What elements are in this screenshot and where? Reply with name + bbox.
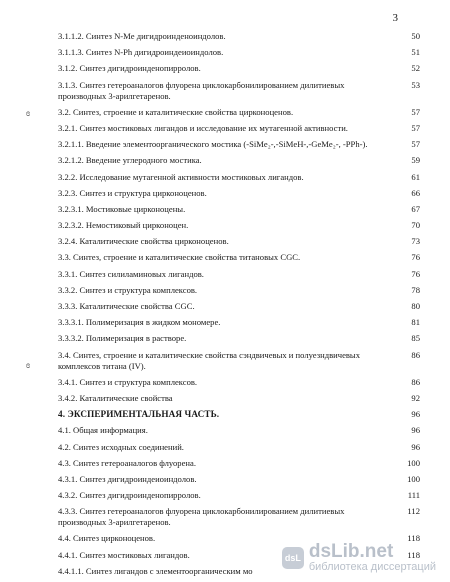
toc-entry-page: 67 [411, 203, 420, 214]
toc-entry-title: 3.3. Синтез, строение и каталитические свойства титановых CGC. [58, 252, 301, 263]
toc-entry [58, 333, 420, 344]
toc-entry-page: 51 [411, 47, 420, 58]
toc-entry [58, 285, 420, 296]
toc-entry-page: 85 [411, 333, 420, 344]
toc-entry-title: 4.3. Синтез гетероаналогов флуорена. [58, 457, 196, 468]
toc-entry-page: 50 [411, 31, 420, 41]
toc-entry-title: 4.3.2. Синтез дигидроинденопирролов. [58, 490, 201, 501]
watermark-logo-icon: dsL [282, 547, 304, 569]
toc-entry-title: 3.2.2. Исследование мутагенной активности мостиковых лигандов. [58, 171, 304, 182]
toc-entry-page: 76 [411, 252, 420, 263]
toc-entry-title: 3.3.3.2. Полимеризация в растворе. [58, 333, 187, 344]
toc-entry-page: 100 [407, 457, 420, 468]
toc-entry-title: 3.2.3. Синтез и структура цирконоценов. [58, 187, 207, 198]
toc-entry-page: 70 [411, 220, 420, 231]
toc-entry-title: 3.2. Синтез, строение и каталитические свойства цирконоценов. [58, 106, 294, 117]
toc-entry [58, 63, 420, 74]
toc-entry [58, 409, 420, 420]
toc-entry-title: 3.4.2. Каталитические свойства [58, 392, 173, 403]
toc-entry-title: 3.3.1. Синтез силиламиновых лигандов. [58, 268, 204, 279]
toc-entry-title: 4.4.1.1. Синтез лигандов с элементоорганическим мо [58, 565, 253, 576]
toc-entry-title: 4.4.1. Синтез мостиковых лигандов. [58, 549, 190, 560]
toc-entry-title: 3.4.1. Синтез и структура комплексов. [58, 376, 198, 387]
toc-entry [58, 252, 420, 263]
toc-entry-title: 3.2.1. Синтез мостиковых лигандов и исследование их мутагенной активности. [58, 122, 348, 133]
toc-entry-page: 52 [411, 63, 420, 74]
toc-entry-title: 3.3.3.1. Полимеризация в жидком мономере. [58, 317, 221, 328]
toc-entry [58, 204, 420, 215]
toc-entry [58, 506, 420, 528]
toc-entry-title: 3.2.3.1. Мостиковые цирконоцены. [58, 203, 186, 214]
toc-entry-title: 3.3.3. Каталитические свойства CGC. [58, 301, 195, 311]
toc-entry [58, 107, 420, 118]
toc-entry-title: 4.2. Синтез исходных соединений. [58, 441, 184, 452]
page-number: 3 [392, 12, 398, 24]
toc-entry-page: 57 [411, 106, 420, 117]
toc-entry [58, 123, 420, 134]
toc-entry [58, 393, 420, 404]
toc-entry [58, 139, 420, 150]
toc-entry-page: 61 [411, 171, 420, 182]
toc-entry-page: 118 [407, 533, 420, 544]
toc-entry [58, 350, 420, 372]
toc-entry [58, 80, 420, 102]
toc-entry-page: 100 [407, 473, 420, 484]
toc-entry [58, 47, 420, 58]
table-of-contents [58, 31, 420, 582]
margin-mark: ɞ [26, 360, 30, 370]
toc-entry [58, 490, 420, 501]
watermark-subtitle: библиотека диссертаций [308, 561, 436, 573]
toc-entry-title: 4.3.3. Синтез гетероаналогов флуорена циклокарбонилированием дилитиевых производных 3-арилгетаренов. [58, 506, 345, 528]
toc-entry [58, 236, 420, 247]
toc-entry-page: 73 [411, 236, 420, 247]
toc-entry [58, 31, 420, 42]
toc-entry-title: 4.4. Синтез цирконоценов. [58, 533, 156, 544]
toc-entry-title: 3.2.4. Каталитические свойства цирконоценов. [58, 236, 229, 247]
toc-entry [58, 442, 420, 453]
toc-entry-title: 3.1.2. Синтез дигидроинденопирролов. [58, 63, 201, 74]
toc-entry-title: 3.1.3. Синтез гетероаналогов флуорена циклокарбонилированием дилитиевых производных 3-арилгетаренов. [58, 79, 345, 101]
toc-entry-page: 81 [411, 317, 420, 328]
toc-entry-title: 3.2.3.2. Немостиковый цирконоцен. [58, 220, 189, 231]
toc-entry [58, 474, 420, 485]
toc-entry-title: 4.3.1. Синтез дигидроиндеиоиндолов. [58, 473, 197, 484]
toc-entry-title: 3.1.1.3. Синтез N-Ph дигидроиндеиоиндолов. [58, 47, 224, 58]
toc-entry-page: 66 [411, 187, 420, 198]
toc-entry-title: 3.4. Синтез, строение и каталитические свойства сэндвичевых и полуезндвичевых комплексов титана (IV). [58, 349, 361, 371]
toc-entry [58, 155, 420, 166]
toc-entry-page: 78 [411, 284, 420, 295]
toc-entry-page: 80 [411, 301, 420, 311]
toc-entry-page: 53 [411, 79, 420, 90]
toc-entry [58, 425, 420, 436]
watermark-brand: dsLib.net [308, 541, 394, 562]
toc-entry-title: 4.1. Общая информация. [58, 425, 148, 436]
toc-entry-title: 3.3.2. Синтез и структура комплексов. [58, 284, 198, 295]
toc-entry [58, 377, 420, 388]
toc-entry-page: 96 [411, 409, 420, 420]
toc-entry-page: 86 [411, 376, 420, 387]
toc-entry-page: 92 [411, 392, 420, 403]
watermark [282, 542, 436, 573]
toc-entry-page: 111 [407, 490, 420, 501]
margin-mark: ɞ [26, 108, 30, 118]
toc-entry-title: 3.2.1.1. Введение элементоорганического мостика (-SiMe₂-,-SiMeH-,-GeMe₂-, -PPh-). [58, 139, 368, 150]
toc-entry-title: 3.2.1.2. Введение углеродного мостика. [58, 155, 202, 166]
toc-entry-page: 57 [411, 139, 420, 150]
toc-entry-title: 4. ЭКСПЕРИМЕНТАЛЬНАЯ ЧАСТЬ. [58, 409, 220, 420]
toc-entry [58, 172, 420, 183]
toc-entry [58, 301, 420, 312]
toc-entry-page: 96 [411, 425, 420, 436]
toc-entry [58, 458, 420, 469]
toc-entry-page: 86 [411, 349, 420, 360]
toc-entry [58, 317, 420, 328]
toc-entry-page: 76 [411, 268, 420, 279]
toc-entry [58, 188, 420, 199]
toc-entry-title: 3.1.1.2. Синтез N-Me дигидроинденоиндолов. [58, 31, 226, 41]
toc-entry-page: 112 [407, 506, 420, 517]
toc-entry-page: 118 [407, 549, 420, 560]
toc-entry [58, 269, 420, 280]
toc-entry-page: 59 [411, 155, 420, 166]
toc-entry [58, 220, 420, 231]
toc-entry-page: 57 [411, 122, 420, 133]
toc-entry-page: 96 [411, 441, 420, 452]
